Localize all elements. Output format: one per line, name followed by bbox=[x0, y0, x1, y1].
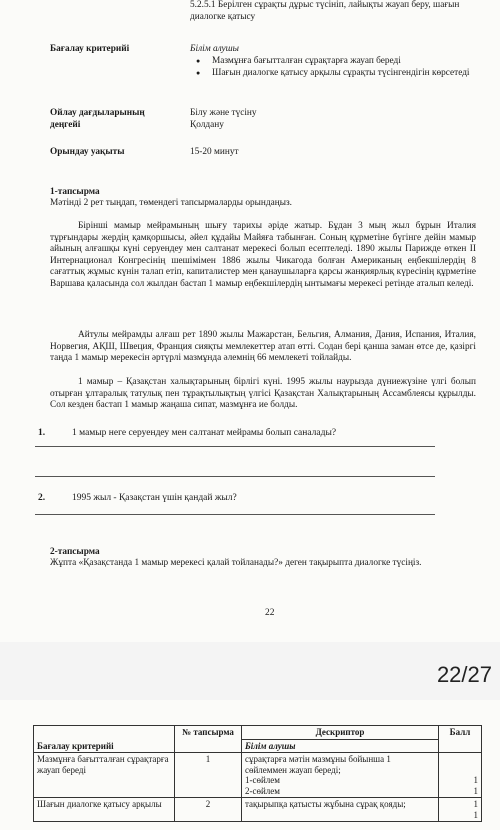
answer-line[interactable] bbox=[35, 446, 435, 447]
descriptor-line: тақырыпқа қатысты жұбына сұрақ қояды; bbox=[245, 799, 406, 809]
criteria-label: Бағалау критерийі bbox=[50, 44, 130, 54]
rubric-header-descriptor: Дескриптор bbox=[242, 726, 439, 740]
rubric-criteria-cell: Мазмұнға бағытталған сұрақтарға жауап береді bbox=[34, 753, 175, 798]
criteria-learner: Білім алушы bbox=[190, 44, 239, 54]
table-row bbox=[34, 753, 482, 798]
question-text: 1 мамыр неге серуендеу мен салтанат мейрамы болып саналады? bbox=[72, 428, 337, 438]
standard-text: 5.2.5.1 Берілген сұрақты дұрыс түсініп, лайықты жауап беру, шағын диалогке қатысу bbox=[190, 0, 460, 22]
score-line bbox=[442, 765, 478, 776]
thinking-value: Қолдану bbox=[190, 120, 224, 130]
answer-line[interactable] bbox=[35, 514, 435, 515]
page-separator bbox=[0, 642, 500, 700]
text-paragraph: 1 мамыр – Қазақстан халықтарының бірлігі күні. 1995 жылы наурызда дүниежүзіне үлгі болып отырған ұлтаралық татулық пен тұрақтылықтың үлгісі Қазақстан Халықтарының Ассамблеясы құрылды. Сол кезден бастап 1 мамыр жаңаша сипат, мазмұнға ие болды. bbox=[50, 377, 476, 410]
rubric-header-task: № тапсырма bbox=[175, 726, 242, 753]
score-line: 1 bbox=[473, 809, 478, 820]
criteria-item: ● Шағын диалогке қатысу арқылы сұрақты түсінгендігін көрсетеді bbox=[190, 68, 475, 80]
task2-title: 2-тапсырма bbox=[50, 547, 100, 557]
time-value: 15-20 минут bbox=[190, 147, 239, 157]
rubric-table bbox=[33, 725, 482, 822]
rubric-task-cell: 2 bbox=[175, 798, 242, 822]
descriptor-line: сұрақтарға мәтін мазмұны бойынша 1 сөйлеммен жауап береді; bbox=[245, 754, 391, 775]
descriptor-line: 1-сөйлем bbox=[245, 775, 280, 785]
question-number: 2. bbox=[38, 493, 46, 503]
rubric-score-cell bbox=[439, 798, 482, 822]
rubric-header-learner: Білім алушы bbox=[242, 739, 439, 753]
score-line: 1 bbox=[473, 775, 478, 785]
score-line: 1 bbox=[473, 799, 478, 809]
rubric-task-cell: 1 bbox=[175, 753, 242, 798]
question-text: 1995 жыл - Қазақстан үшін қандай жыл? bbox=[72, 493, 237, 503]
rubric-descriptor-cell bbox=[242, 798, 439, 822]
time-label: Орындау уақыты bbox=[50, 147, 125, 157]
table-row bbox=[34, 798, 482, 822]
text-paragraph: Айтулы мейрамды алғаш рет 1890 жылы Мажарстан, Бельгия, Алмания, Дания, Испания, Италия, Норвегия, АҚШ, Швеция, Франция сияқты мемлекеттер атап өтті. Содан бері қанша заман өтсе де, қазіргі таңда 1 мамыр мерекесін әртүрлі мазмұнда әлемнің 66 мемлекеті тойлайды. bbox=[50, 330, 476, 363]
score-line: 1 bbox=[473, 785, 478, 796]
rubric-descriptor-cell bbox=[242, 753, 439, 798]
rubric-header-criteria: Бағалау критерийі bbox=[34, 726, 175, 753]
task1-title: 1-тапсырма bbox=[50, 187, 100, 197]
rubric-criteria-cell: Шағын диалогке қатысу арқылы bbox=[34, 798, 175, 822]
criteria-item: ● Мазмұнға бағытталған сұрақтарға жауап береді bbox=[190, 56, 475, 68]
page-number: 22 bbox=[265, 608, 275, 618]
answer-line[interactable] bbox=[35, 476, 435, 477]
thinking-label: Ойлау дағдыларының деңгейі bbox=[50, 108, 145, 130]
task1-instruction: Мәтінді 2 рет тыңдап, төмендегі тапсырмаларды орындаңыз. bbox=[50, 198, 292, 208]
descriptor-line: 2-сөйлем bbox=[245, 785, 280, 796]
text-paragraph: Бірінші мамыр мейрамының шығу тарихы әріде жатыр. Бұдан 3 мың жыл бұрын Италия тұрғындары жердің қамқоршысы, әйел құдайы Майяға табынған. Соның құрметіне бүгінге дейін мамыр айының алғашқы күні серуендеу мен салтанат мерекесі болып есептеледі. 1890 жылы Парижде өткен ІІ Интернационал Конгресінің шешімімен 1886 жылы Чикагода болған Американың еңбекшілердің 8 сағаттық жұмыс күнін талап етіп, капиталистер мен қанаушыларға қарсы жанқиярлық күресінің құрметіне Варшава қаласында сол жылдан бастап 1 мамыр еңбекшілердің ынтымағы мерекесі ретінде аталып келеді. bbox=[50, 221, 476, 289]
thinking-value: Білу және түсіну bbox=[190, 108, 257, 118]
page-counter: 22/27 bbox=[436, 662, 492, 687]
rubric-header-score: Балл bbox=[439, 726, 482, 753]
task2-instruction: Жұпта «Қазақстанда 1 мамыр мерекесі қалай тойланады?» деген тақырыпта диалогке түсіңіз. bbox=[50, 558, 422, 568]
score-line bbox=[442, 754, 478, 765]
question-number: 1. bbox=[38, 428, 46, 438]
rubric-score-cell bbox=[439, 753, 482, 798]
criteria-list bbox=[190, 56, 475, 79]
